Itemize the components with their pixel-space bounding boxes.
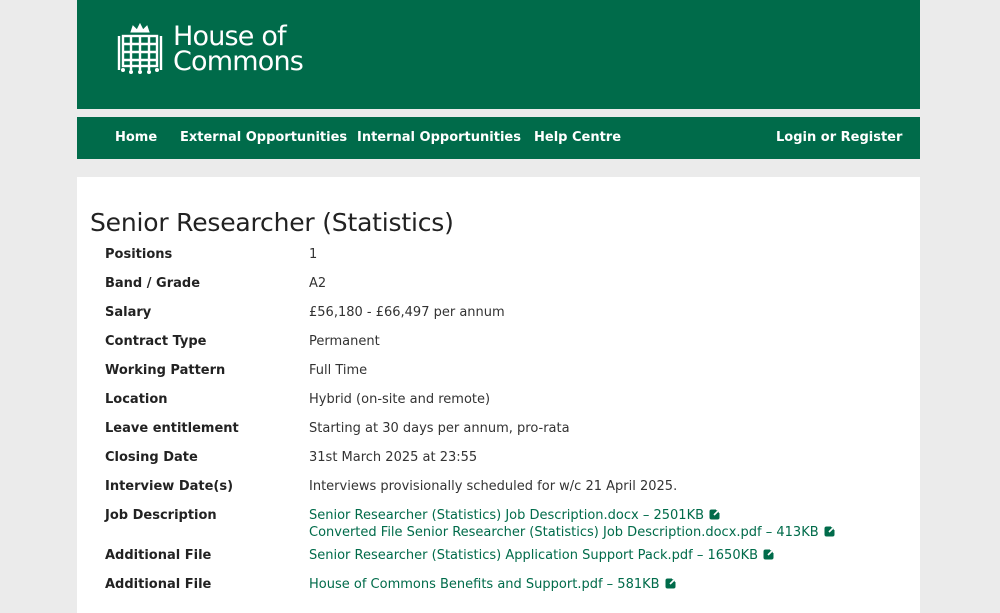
link-text: Senior Researcher (Statistics) Job Description.docx – 2501KB (309, 508, 705, 523)
detail-value: Full Time (309, 363, 368, 378)
detail-label: Contract Type (105, 334, 207, 349)
link-text: Converted File Senior Researcher (Statistics) Job Description.docx.pdf – 413KB (309, 525, 819, 540)
detail-value: £56,180 - £66,497 per annum (309, 305, 505, 320)
nav-external-opportunities[interactable]: External Opportunities (180, 130, 348, 145)
detail-label: Additional File (105, 548, 212, 563)
detail-value: Starting at 30 days per annum, pro-rata (309, 421, 570, 436)
detail-label: Interview Date(s) (105, 479, 234, 494)
nav-internal-opportunities[interactable]: Internal Opportunities (357, 130, 521, 145)
detail-label: Positions (105, 247, 173, 262)
detail-label: Additional File (105, 577, 212, 592)
detail-value: Interviews provisionally scheduled for w/c 21 April 2025. (309, 479, 678, 494)
external-link-icon (709, 508, 721, 520)
detail-value: 31st March 2025 at 23:55 (309, 450, 478, 465)
external-link-icon (665, 577, 677, 589)
logo-wordmark (173, 21, 304, 77)
additional-file-links (309, 576, 677, 593)
logo-line-2: Commons (173, 46, 304, 77)
detail-value: Permanent (309, 334, 380, 349)
detail-label: Leave entitlement (105, 421, 239, 436)
job-description-links (309, 507, 836, 541)
detail-value: 1 (309, 247, 318, 262)
house-of-commons-logo[interactable] (117, 22, 303, 76)
application-support-pack-link[interactable] (309, 547, 775, 564)
benefits-and-support-link[interactable] (309, 576, 677, 593)
detail-label: Job Description (105, 508, 217, 523)
link-text: House of Commons Benefits and Support.pdf – 581KB (309, 577, 660, 592)
portcullis-icon (117, 22, 163, 76)
job-detail-panel (77, 177, 920, 613)
detail-label: Working Pattern (105, 363, 226, 378)
detail-label: Closing Date (105, 450, 198, 465)
page-title: Senior Researcher (Statistics) (90, 208, 454, 237)
detail-label: Location (105, 392, 168, 407)
logo-line-1: House of (173, 21, 286, 52)
nav-home[interactable]: Home (115, 130, 158, 145)
detail-value: Hybrid (on-site and remote) (309, 392, 491, 407)
external-link-icon (824, 525, 836, 537)
link-text: Senior Researcher (Statistics) Application Support Pack.pdf – 1650KB (309, 548, 759, 563)
detail-value: A2 (309, 276, 327, 291)
external-link-icon (763, 548, 775, 560)
main-navigation (77, 117, 920, 159)
nav-login-register[interactable]: Login or Register (776, 130, 903, 145)
nav-help-centre[interactable]: Help Centre (534, 130, 622, 145)
additional-file-links (309, 547, 775, 564)
detail-label: Salary (105, 305, 152, 320)
detail-label: Band / Grade (105, 276, 201, 291)
site-header (77, 0, 920, 109)
job-description-docx-link[interactable] (309, 507, 836, 524)
job-description-pdf-link[interactable] (309, 524, 836, 541)
